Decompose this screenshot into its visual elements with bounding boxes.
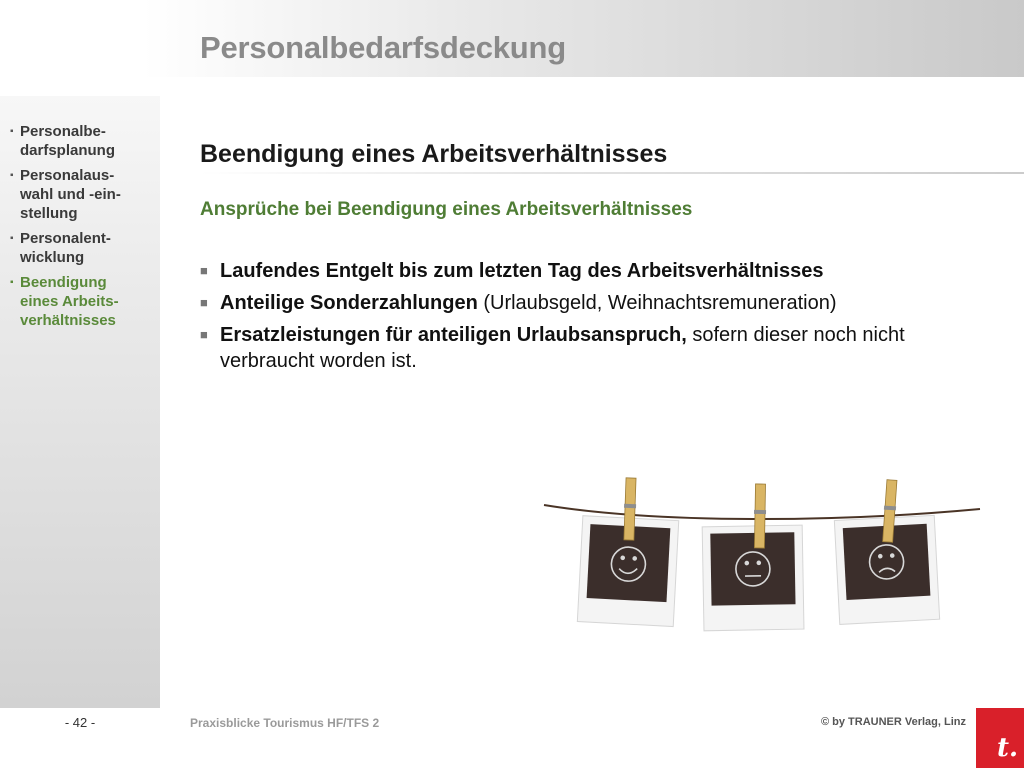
- footer-source: Praxisblicke Tourismus HF/TFS 2: [190, 716, 380, 730]
- trauner-logo: [976, 708, 1024, 768]
- slide-title: Personalbedarfsdeckung: [200, 30, 566, 65]
- bullet-bold-text: Ersatzleistungen für anteiligen Urlaubsanspruch,: [220, 324, 687, 346]
- sidebar-item-label: Personalaus- wahl und -ein- stellung: [20, 167, 121, 222]
- subheading: Ansprüche bei Beendigung eines Arbeitsverhältnisses: [200, 199, 693, 220]
- list-item: [200, 322, 980, 374]
- bullet-square-icon: ▪: [10, 233, 14, 244]
- bullet-square-icon: ▪: [10, 170, 14, 181]
- bullet-text: (Urlaubsgeld, Weihnachtsremuneration): [477, 292, 837, 314]
- polaroid-neutral: [702, 525, 804, 631]
- page-number: - 42 -: [64, 715, 96, 730]
- sidebar-item-label: Personalbe- darfsplanung: [20, 123, 116, 159]
- sidebar-nav: [10, 122, 156, 336]
- sidebar-item-personalauswahl[interactable]: [10, 166, 156, 223]
- logo-text: t.: [996, 733, 1018, 763]
- bullet-text: sofern dieser noch nicht verbraucht worden ist.: [220, 324, 905, 372]
- sidebar-item-beendigung[interactable]: [10, 273, 156, 330]
- section-heading: Beendigung eines Arbeitsverhältnisses: [200, 140, 668, 168]
- bullet-bold-text: Anteilige Sonderzahlungen: [220, 292, 478, 314]
- sidebar-item-personalentwicklung[interactable]: [10, 229, 156, 267]
- heading-divider: [200, 172, 1024, 174]
- polaroid-clothesline-illustration: [540, 472, 985, 637]
- bullet-square-icon: ■: [200, 327, 208, 342]
- bullet-square-icon: ▪: [10, 126, 14, 137]
- bullet-square-icon: ■: [200, 263, 208, 278]
- footer-copyright: © by TRAUNER Verlag, Linz: [820, 716, 966, 728]
- bullet-bold-text: Laufendes Entgelt bis zum letzten Tag des Arbeitsverhältnisses: [220, 260, 824, 282]
- sidebar-item-label: Beendigung eines Arbeits- verhältnisses: [20, 274, 119, 329]
- sidebar-item-personalbedarfsplanung[interactable]: [10, 122, 156, 160]
- bullet-square-icon: ■: [200, 295, 208, 310]
- list-item: [200, 290, 980, 316]
- clothespin: [753, 484, 766, 548]
- list-item: [200, 258, 980, 284]
- bullet-list: [200, 258, 980, 380]
- sidebar-item-label: Personalent- wicklung: [20, 230, 111, 266]
- bullet-square-icon: ▪: [10, 277, 14, 288]
